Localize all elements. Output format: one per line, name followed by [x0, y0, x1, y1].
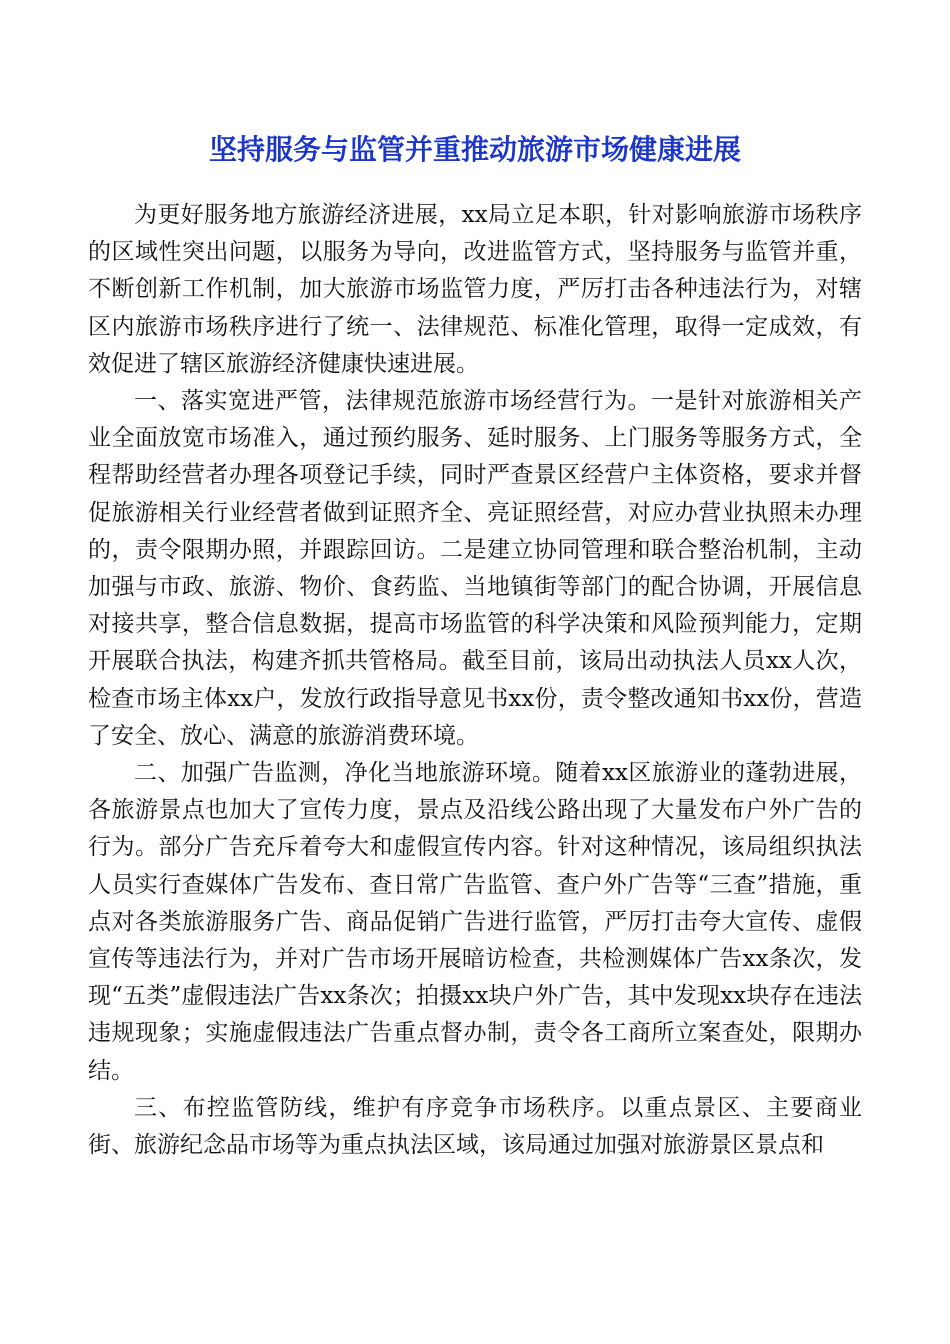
document-title: 坚持服务与监管并重推动旅游市场健康进展 — [208, 133, 741, 166]
paragraph-intro: 为更好服务地方旅游经济进展，xx局立足本职，针对影响旅游市场秩序的区域性突出问题，以服务为导向，改进监管方式，坚持服务与监管并重，不断创新工作机制，加大旅游市场监管力度，严厉打击各种违法行为，对辖区内旅游市场秩序进行了统一、法律规范、标准化管理，取得一定成效，有效促进了辖区旅游经济健康快速进展。 — [88, 202, 862, 377]
paragraph-section-2: 二、加强广告监测，净化当地旅游环境。随着xx区旅游业的蓬勃进展，各旅游景点也加大了宣传力度，景点及沿线公路出现了大量发布户外广告的行为。部分广告充斥着夸大和虚假宣传内容。针对这种情况，该局组织执法人员实行查媒体广告发布、查日常广告监管、查户外广告等“三查”措施，重点对各类旅游服务广告、商品促销广告进行监管，严厉打击夸大宣传、虚假宣传等违法行为，并对广告市场开展暗访检查，共检测媒体广告xx条次，发现“五类”虚假违法广告xx条次；拍摄xx块户外广告，其中发现xx块存在违法违规现象；实施虚假违法广告重点督办制，责令各工商所立案查处，限期办结。 — [88, 760, 862, 1084]
paragraph-section-1: 一、落实宽进严管，法律规范旅游市场经营行为。一是针对旅游相关产业全面放宽市场准入，通过预约服务、延时服务、上门服务等服务方式，全程帮助经营者办理各项登记手续，同时严查景区经营户主体资格，要求并督促旅游相关行业经营者做到证照齐全、亮证照经营，对应办营业执照未办理的，责令限期办照，并跟踪回访。二是建立协同管理和联合整治机制，主动加强与市政、旅游、物价、食药监、当地镇街等部门的配合协调，开展信息对接共享，整合信息数据，提高市场监管的科学决策和风险预判能力，定期开展联合执法，构建齐抓共管格局。截至目前，该局出动执法人员xx人次，检查市场主体xx户，发放行政指导意见书xx份，责令整改通知书xx份，营造了安全、放心、满意的旅游消费环境。 — [88, 388, 862, 749]
paragraph-section-3: 三、布控监管防线，维护有序竞争市场秩序。以重点景区、主要商业街、旅游纪念品市场等为重点执法区域，该局通过加强对旅游景区景点和 — [88, 1094, 862, 1159]
document-body — [88, 197, 862, 1164]
